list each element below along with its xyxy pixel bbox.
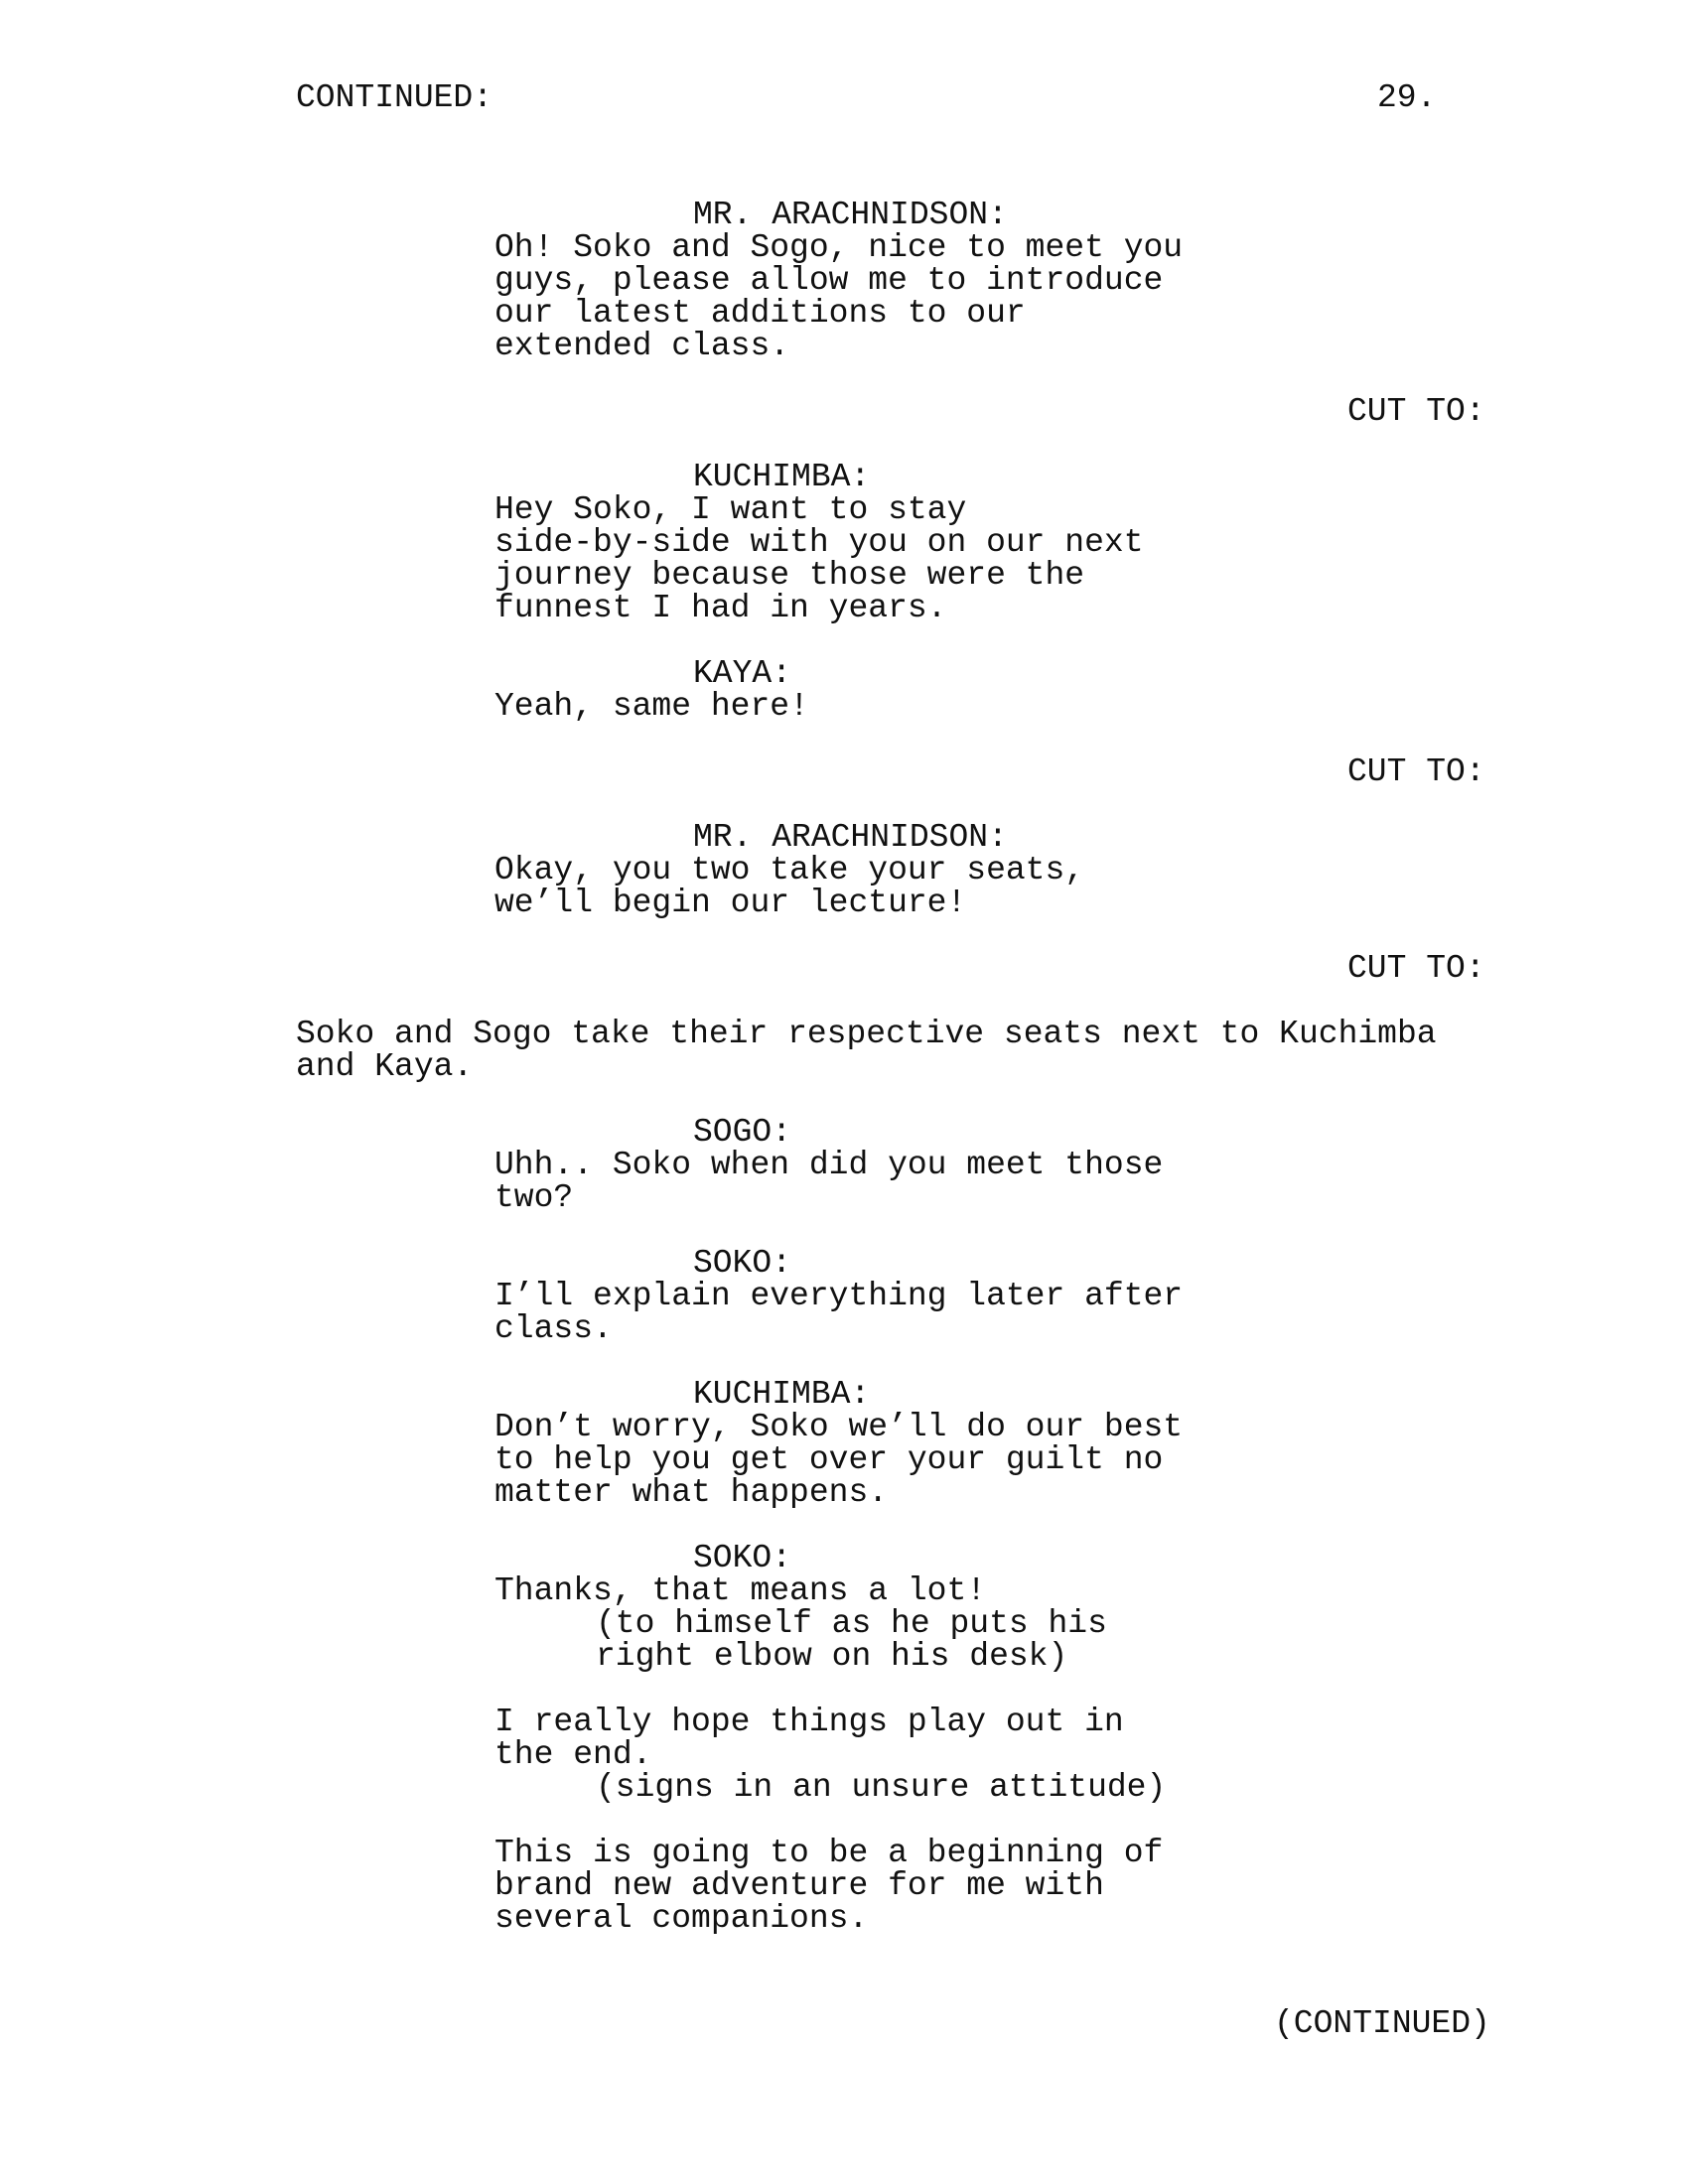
- dialogue-line: two?: [494, 1179, 574, 1216]
- character-cue: SOKO:: [693, 1540, 792, 1576]
- dialogue-line: This is going to be a beginning of: [494, 1835, 1164, 1871]
- character-cue: KUCHIMBA:: [693, 459, 871, 495]
- character-cue: MR. ARACHNIDSON:: [693, 197, 1008, 233]
- dialogue-line: Uhh.. Soko when did you meet those: [494, 1147, 1164, 1183]
- dialogue-line: I really hope things play out in: [494, 1704, 1124, 1740]
- dialogue-line: to help you get over your guilt no: [494, 1441, 1164, 1478]
- parenthetical: (to himself as he puts his: [596, 1605, 1107, 1642]
- dialogue-line: our latest additions to our: [494, 295, 1026, 332]
- dialogue-line: Thanks, that means a lot!: [494, 1572, 987, 1609]
- dialogue-line: funnest I had in years.: [494, 590, 947, 626]
- character-cue: MR. ARACHNIDSON:: [693, 819, 1008, 856]
- dialogue-line: Okay, you two take your seats,: [494, 852, 1085, 888]
- dialogue-line: Don’t worry, Soko we’ll do our best: [494, 1409, 1184, 1445]
- action-line: Soko and Sogo take their respective seats next to Kuchimba: [296, 1016, 1437, 1052]
- character-cue: KAYA:: [693, 655, 792, 692]
- dialogue-line: class.: [494, 1310, 613, 1347]
- character-cue: SOKO:: [693, 1245, 792, 1282]
- character-cue: SOGO:: [693, 1114, 792, 1151]
- transition: CUT TO:: [1347, 753, 1485, 790]
- header-continued: CONTINUED:: [296, 79, 493, 116]
- transition: CUT TO:: [1347, 393, 1485, 430]
- dialogue-line: matter what happens.: [494, 1474, 889, 1511]
- action-line: and Kaya.: [296, 1048, 474, 1085]
- footer-continued: (CONTINUED): [1274, 2005, 1490, 2042]
- dialogue-line: Oh! Soko and Sogo, nice to meet you: [494, 229, 1184, 266]
- parenthetical: (signs in an unsure attitude): [596, 1769, 1167, 1806]
- page-number: 29.: [1377, 79, 1437, 116]
- transition: CUT TO:: [1347, 950, 1485, 987]
- dialogue-line: Yeah, same here!: [494, 688, 809, 725]
- dialogue-line: the end.: [494, 1736, 652, 1773]
- dialogue-line: side-by-side with you on our next: [494, 524, 1144, 561]
- dialogue-line: guys, please allow me to introduce: [494, 262, 1164, 299]
- dialogue-line: I’ll explain everything later after: [494, 1278, 1184, 1314]
- dialogue-line: Hey Soko, I want to stay: [494, 491, 967, 528]
- dialogue-line: brand new adventure for me with: [494, 1867, 1104, 1904]
- dialogue-line: we’ll begin our lecture!: [494, 885, 967, 921]
- dialogue-line: journey because those were the: [494, 557, 1085, 594]
- character-cue: KUCHIMBA:: [693, 1376, 871, 1413]
- dialogue-line: several companions.: [494, 1900, 869, 1937]
- dialogue-line: extended class.: [494, 328, 790, 364]
- parenthetical: right elbow on his desk): [596, 1638, 1068, 1675]
